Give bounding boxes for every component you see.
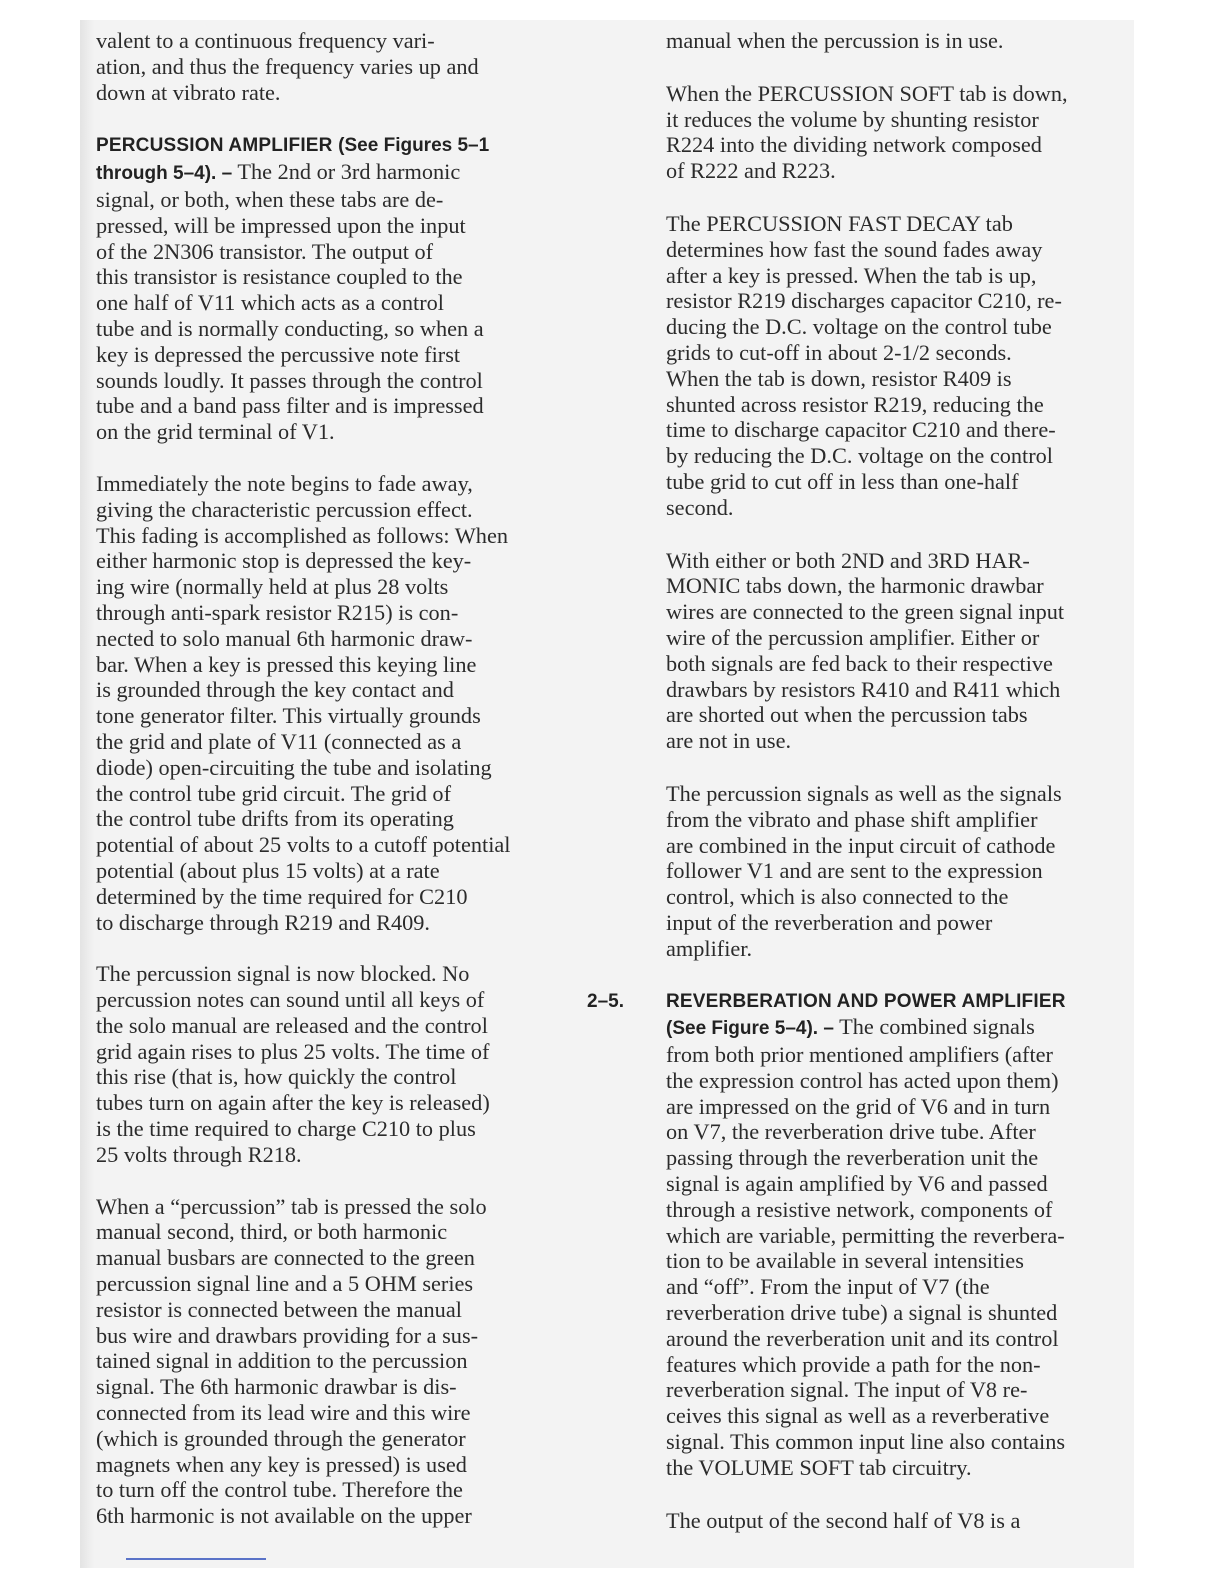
text-line: The percussion signals as well as the signals	[666, 780, 1062, 806]
text-line: this transistor is resistance coupled to the	[96, 264, 463, 290]
text-line: bar. When a key is pressed this keying line	[96, 651, 477, 677]
text-line: is grounded through the key contact and	[96, 677, 454, 703]
text-line: ducing the D.C. voltage on the control tube	[666, 314, 1052, 340]
text-line: tubes turn on again after the key is released)	[96, 1090, 490, 1116]
text-line: grid again rises to plus 25 volts. The time of	[96, 1038, 490, 1064]
text-line: tained signal in addition to the percussion	[96, 1348, 468, 1374]
text-line: Immediately the note begins to fade away,	[96, 470, 473, 496]
text-line: to discharge through R219 and R409.	[96, 909, 431, 935]
right-column	[587, 28, 1128, 1560]
text-line: resistor is connected between the manual	[96, 1296, 462, 1322]
text-line: tube and a band pass filter and is impressed	[96, 393, 484, 419]
text-line: signal, or both, when these tabs are de-	[96, 186, 444, 212]
text-line: potential (about plus 15 volts) at a rate	[96, 857, 440, 883]
paragraph-percussion-amplifier	[96, 131, 596, 445]
paragraph-percussion-tab	[96, 1194, 596, 1529]
document-page	[80, 20, 1134, 1568]
text-line: from the vibrato and phase shift amplifier	[666, 806, 1038, 832]
footer-rule	[126, 1558, 266, 1560]
text-line: determines how fast the sound fades away	[666, 236, 1043, 262]
text-line: drawbars by resistors R410 and R411 which	[666, 676, 1061, 702]
text-line: the expression control has acted upon them)	[666, 1067, 1059, 1093]
text-line: reverberation signal. The input of V8 re-	[666, 1377, 1028, 1403]
text-line: the VOLUME SOFT tab circuitry.	[666, 1454, 972, 1480]
text-line: wires are connected to the green signal input	[666, 599, 1065, 625]
text-line: When the PERCUSSION SOFT tab is down,	[666, 80, 1068, 106]
text-line: The percussion signal is now blocked. No	[96, 961, 470, 987]
text-line: manual second, third, or both harmonic	[96, 1219, 448, 1245]
text-line: grids to cut-off in about 2-1/2 seconds.	[666, 339, 1012, 365]
text-line: after a key is pressed. When the tab is up,	[666, 262, 1037, 288]
text-line: on V7, the reverberation drive tube. After	[666, 1119, 1036, 1145]
text-line: signal. The 6th harmonic drawbar is dis-	[96, 1374, 457, 1400]
text-line: signal is again amplified by V6 and passed	[666, 1171, 1048, 1197]
text-line: bus wire and drawbars providing for a sus-	[96, 1322, 479, 1348]
text-line: both signals are fed back to their respective	[666, 650, 1053, 676]
text-line: R224 into the dividing network composed	[666, 132, 1042, 158]
text-line: from both prior mentioned amplifiers (after	[666, 1042, 1053, 1068]
text-line: through anti-spark resistor R215) is con-	[96, 599, 459, 625]
text-line: amplifier.	[666, 935, 753, 961]
text-line: This fading is accomplished as follows: When	[96, 522, 509, 548]
text-line: of R222 and R223.	[666, 158, 836, 184]
text-line: the grid and plate of V11 (connected as a	[96, 728, 462, 754]
text-line: giving the characteristic percussion effect.	[96, 496, 473, 522]
text-line: second.	[666, 494, 734, 520]
text-line: determined by the time required for C210	[96, 883, 468, 909]
text-line: The output of the second half of V8 is a	[666, 1507, 1021, 1533]
text-line: magnets when any key is pressed) is used	[96, 1451, 467, 1477]
text-line: tube and is normally conducting, so when a	[96, 315, 484, 341]
paragraph-harmonic-tabs	[666, 548, 1128, 754]
text-line: it reduces the volume by shunting resistor	[666, 106, 1039, 132]
text-line: control, which is also connected to the	[666, 884, 1009, 910]
text-line: follower V1 and are sent to the expression	[666, 858, 1043, 884]
text-line: 6th harmonic is not available on the upper	[96, 1503, 472, 1529]
paragraph-percussion-soft	[666, 81, 1128, 184]
text-line: manual when the percussion is in use.	[666, 28, 1004, 53]
text-line: the solo manual are released and the control	[96, 1012, 488, 1038]
text-line: one half of V11 which acts as a control	[96, 290, 444, 316]
text-line: tone generator filter. This virtually grounds	[96, 703, 481, 729]
heading-figure-ref-cont: through 5–4). –	[96, 163, 233, 185]
text-line: features which provide a path for the non-	[666, 1351, 1041, 1377]
text-line: this rise (that is, how quickly the control	[96, 1064, 457, 1090]
text-line: reverberation drive tube) a signal is shunted	[666, 1300, 1058, 1326]
paragraph-fading	[96, 471, 596, 935]
text-line: When the tab is down, resistor R409 is	[666, 365, 1012, 391]
section-number: 2–5.	[587, 990, 624, 1012]
text-line: diode) open-circuiting the tube and isolating	[96, 754, 492, 780]
text-line: down at vibrato rate.	[96, 79, 281, 105]
text-line: to turn off the control tube. Therefore the	[96, 1477, 463, 1503]
text-line: the control tube grid circuit. The grid of	[96, 780, 451, 806]
text-line: (which is grounded through the generator	[96, 1425, 466, 1451]
text-line: potential of about 25 volts to a cutoff potential	[96, 832, 511, 858]
text-line: percussion signal line and a 5 OHM series	[96, 1271, 474, 1297]
text-line: key is depressed the percussive note first	[96, 341, 461, 367]
text-line: wire of the percussion amplifier. Either or	[666, 624, 1040, 650]
text-line: nected to solo manual 6th harmonic draw-	[96, 625, 473, 651]
text-line: by reducing the D.C. voltage on the control	[666, 443, 1054, 469]
text-line: MONIC tabs down, the harmonic drawbar	[666, 573, 1044, 599]
text-line: valent to a continuous frequency vari-	[96, 28, 435, 53]
heading-reverberation: REVERBERATION AND POWER AMPLIFIER	[666, 990, 1066, 1012]
text-line: pressed, will be impressed upon the input	[96, 212, 466, 238]
paragraph-v8-output	[666, 1508, 1128, 1534]
text-line: ation, and thus the frequency varies up and	[96, 53, 479, 79]
text-line: ing wire (normally held at plus 28 volts	[96, 574, 449, 600]
text-line: 25 volts through R218.	[96, 1141, 302, 1167]
text-line: resistor R219 discharges capacitor C210, re-	[666, 288, 1062, 314]
heading-reverb-figure-ref: (See Figure 5–4). –	[666, 1018, 834, 1040]
text-line: either harmonic stop is depressed the key-	[96, 548, 472, 574]
text-line: on the grid terminal of V1.	[96, 419, 335, 445]
text-line: of the 2N306 transistor. The output of	[96, 238, 434, 264]
text-line: percussion notes can sound until all keys of	[96, 987, 485, 1013]
text-line: shunted across resistor R219, reducing the	[666, 391, 1044, 417]
text-line: input of the reverberation and power	[666, 909, 993, 935]
text-line: With either or both 2ND and 3RD HAR-	[666, 547, 1030, 573]
text-line: signal. This common input line also contains	[666, 1429, 1066, 1455]
text-line: tube grid to cut off in less than one-half	[666, 468, 1019, 494]
paragraph-manual-in-use	[666, 28, 1128, 54]
text-line: The PERCUSSION FAST DECAY tab	[666, 210, 1013, 236]
text-line: tion to be available in several intensities	[666, 1248, 1024, 1274]
text-line: are combined in the input circuit of cathode	[666, 832, 1056, 858]
paragraph-vibrato-end	[96, 28, 596, 105]
text-line: are impressed on the grid of V6 and in turn	[666, 1093, 1051, 1119]
text-line: manual busbars are connected to the green	[96, 1245, 475, 1271]
section-reverberation	[587, 989, 1128, 1481]
left-column	[96, 28, 596, 1555]
heading-reverb-run-in: The combined signals	[833, 1014, 1035, 1040]
text-line: connected from its lead wire and this wire	[96, 1400, 471, 1426]
text-line: through a resistive network, components of	[666, 1196, 1053, 1222]
text-line: which are variable, permitting the reverbera-	[666, 1222, 1065, 1248]
heading-run-in-text: The 2nd or 3rd harmonic	[232, 159, 461, 185]
text-line: sounds loudly. It passes through the control	[96, 367, 483, 393]
text-line: When a “percussion” tab is pressed the solo	[96, 1193, 487, 1219]
text-line: around the reverberation unit and its control	[666, 1325, 1059, 1351]
heading-percussion-amplifier: PERCUSSION AMPLIFIER	[96, 135, 333, 157]
text-line: and “off”. From the input of V7 (the	[666, 1274, 990, 1300]
text-line: are shorted out when the percussion tabs	[666, 702, 1028, 728]
text-line: is the time required to charge C210 to plus	[96, 1116, 476, 1142]
text-line: passing through the reverberation unit the	[666, 1145, 1039, 1171]
text-line: the control tube drifts from its operating	[96, 806, 454, 832]
paragraph-fast-decay	[666, 211, 1128, 521]
heading-figure-ref: (See Figures 5–1	[338, 135, 490, 157]
paragraph-signal-blocked	[96, 961, 596, 1167]
text-line: time to discharge capacitor C210 and there-	[666, 417, 1056, 443]
text-line: are not in use.	[666, 728, 792, 754]
paragraph-combined-signals	[666, 781, 1128, 962]
text-line: ceives this signal as well as a reverberative	[666, 1403, 1050, 1429]
